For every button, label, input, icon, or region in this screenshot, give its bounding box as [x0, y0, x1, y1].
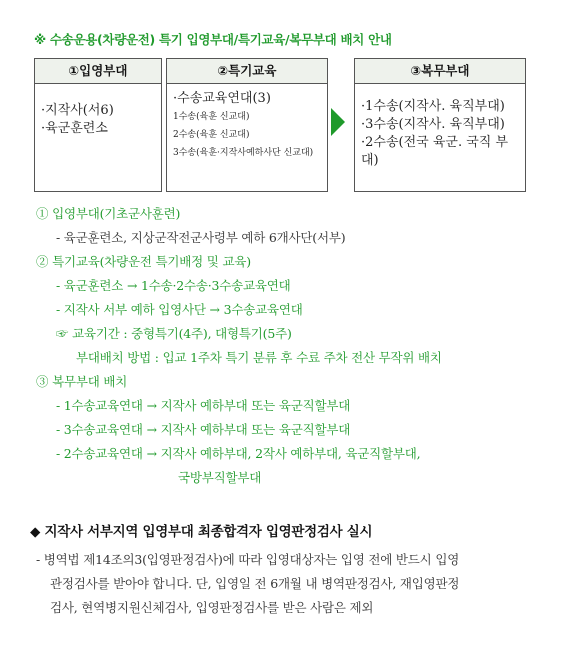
specialty-training-box [166, 58, 328, 192]
paragraph-line: 검사, 현역병지원신체검사, 입영판정검사를 받은 사람은 제외 [50, 600, 374, 615]
box-line: 2수송(육훈 신교대) [173, 130, 250, 140]
box-header: ③복무부대 [355, 59, 525, 84]
box-line: ·지작사(서6) [41, 103, 114, 118]
box-line: ·1수송(지작사. 육직부대) [361, 99, 505, 114]
section-item: - 1수송교육연대 → 지작사 예하부대 또는 육군직할부대 [56, 398, 351, 413]
section-item: 부대배치 방법 : 입교 1주차 특기 분류 후 수료 주차 전산 무작위 배치 [76, 350, 442, 365]
service-unit-box [354, 58, 526, 192]
section-heading: ① 입영부대(기초군사훈련) [36, 206, 181, 221]
arrow-right-icon [331, 108, 345, 136]
box-line: 3수송(육훈·지작사예하사단 신교대) [173, 148, 314, 158]
section-item: - 3수송교육연대 → 지작사 예하부대 또는 육군직할부대 [56, 422, 351, 437]
box-line: ·3수송(지작사. 육직부대) [361, 117, 505, 132]
section-item: ☞ 교육기간 : 중형특기(4주), 대형특기(5주) [56, 326, 292, 341]
section-heading: ③ 복무부대 배치 [36, 374, 128, 389]
box-line: ·수송교육연대(3) [173, 91, 271, 106]
box-line: ·육군훈련소 [41, 121, 108, 136]
page-title: ※ 수송운용(차량운전) 특기 입영부대/특기교육/복무부대 배치 안내 [34, 32, 392, 47]
section-title: ◆ 지작사 서부지역 입영부대 최종합격자 입영판정검사 실시 [30, 524, 373, 540]
section-item: 국방부직할부대 [178, 470, 262, 485]
box-line: ·2수송(전국 육군. 국직 부대) [361, 135, 509, 168]
section-item: - 육군훈련소, 지상군작전군사령부 예하 6개사단(서부) [56, 230, 346, 245]
section-heading: ② 특기교육(차량운전 특기배정 및 교육) [36, 254, 251, 269]
box-header: ②특기교육 [167, 59, 327, 84]
section-item: - 지작사 서부 예하 입영사단 → 3수송교육연대 [56, 302, 303, 317]
box-line: 1수송(육훈 신교대) [173, 112, 250, 122]
box-header: ①입영부대 [35, 59, 161, 84]
paragraph-line: - 병역법 제14조의3(입영판정검사)에 따라 입영대상자는 입영 전에 반드시 입영 [36, 552, 460, 567]
section-item: - 육군훈련소 → 1수송·2수송·3수송교육연대 [56, 278, 291, 293]
section-item: - 2수송교육연대 → 지작사 예하부대, 2작사 예하부대, 육군직할부대, [56, 446, 421, 461]
enlistment-unit-box [34, 58, 162, 192]
paragraph-line: 관정검사를 받아야 합니다. 단, 입영일 전 6개월 내 병역판정검사, 재입영판정 [50, 576, 460, 591]
